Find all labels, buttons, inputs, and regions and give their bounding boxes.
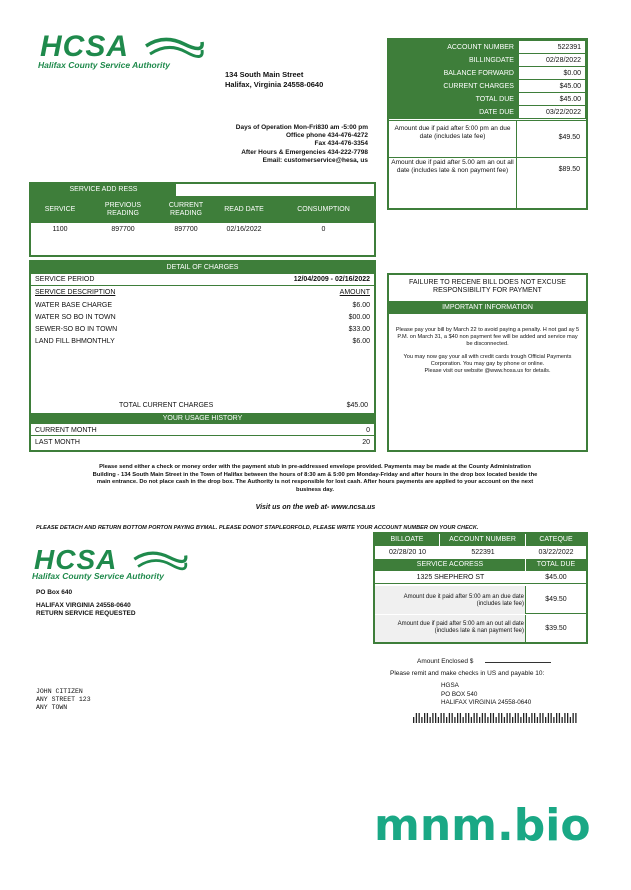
read-date-cell: 02/16/2022 <box>226 226 262 233</box>
logo-subtitle: Halifax County Service Authority <box>38 60 170 70</box>
charge-amount: $00.00 <box>348 314 370 321</box>
account-summary-box <box>387 38 588 210</box>
info-paragraph-3: Please visit our website @www.hosa.us for details. <box>424 368 551 374</box>
barcode-bar <box>512 717 513 723</box>
barcode-bar <box>435 713 436 723</box>
account-row-label: BALANCE FORWARD <box>390 67 519 80</box>
barcode-bar <box>438 717 439 723</box>
barcode-bar <box>545 717 546 723</box>
charge-description: LAND FILL BHMONTHLY <box>35 338 115 345</box>
account-row-value: 02/28/2022 <box>518 54 585 67</box>
barcode-bar <box>424 713 425 723</box>
stub-total-due-label: TOTAL DUE <box>536 561 576 568</box>
charge-item <box>31 302 374 314</box>
service-box <box>29 182 376 257</box>
charge-amount: $6.00 <box>352 302 370 309</box>
account-row <box>390 80 586 93</box>
barcode-bar <box>509 713 510 723</box>
barcode-bar <box>446 717 447 723</box>
service-period-value: 12/04/2009 - 02/16/2022 <box>293 276 370 283</box>
stub-col-account-number: ACCOUNT NUMBER <box>440 534 526 546</box>
barcode-bar <box>520 717 521 723</box>
barcode-bar <box>553 717 554 723</box>
charge-amount: $33.00 <box>348 326 370 333</box>
col-service: SERVICE <box>44 205 76 213</box>
logo-text: HCSA <box>40 30 130 63</box>
barcode-bar <box>482 713 483 723</box>
customer-town: ANY TOWN <box>36 704 68 711</box>
email: Email: customerservice@hesa, us <box>262 156 368 164</box>
account-row-value: $45.00 <box>518 93 585 106</box>
website-notice: Visit us on the web at- www.ncsa.us <box>255 504 376 511</box>
barcode-bar <box>540 713 541 723</box>
barcode-bar <box>534 713 535 723</box>
barcode-bar <box>463 717 464 723</box>
barcode-bar <box>465 713 466 723</box>
logo-wave-icon <box>144 36 204 60</box>
company-address <box>225 70 323 90</box>
charge-items <box>31 302 374 350</box>
charges-title: DETAIL OF CHARGES <box>31 262 374 274</box>
watermark-text: mnm.bio <box>374 800 591 851</box>
account-row-label: DATE DUE <box>390 106 519 119</box>
barcode-bar <box>457 713 458 723</box>
non-payment-fee-row <box>389 158 586 208</box>
last-month-label: LAST MONTH <box>35 438 80 446</box>
barcode-bar <box>570 717 571 723</box>
barcode-bar <box>454 717 455 723</box>
service-cell: 1100 <box>52 226 68 233</box>
payment-notice: Please send either a check or money order with the payment stub in pre-addressed envelope provided. Payments may be made at the County Administration Building - 134 South Main Street in the Town of Halifax between the hours of 8:30 am & 5:00 pm Monday-Friday and after hours in the drop box located beside the main entrance. Do not place cash in the drop box. The Authority is not responsible for lost cash. After hours payments are applied to your account on the next business day. <box>92 464 538 493</box>
barcode-bar <box>468 713 469 723</box>
watermark <box>374 800 591 852</box>
important-info-title: IMPORTANT INFORMATION <box>389 301 586 314</box>
information-box <box>387 273 588 452</box>
account-table <box>389 40 586 119</box>
barcode-bar <box>529 717 530 723</box>
account-row-label: ACCOUNT NUMBER <box>390 41 519 54</box>
barcode-bar <box>501 713 502 723</box>
stub-col-due-date: CATEQUE <box>539 536 573 543</box>
stub-po-box: PO Box 640 <box>36 589 73 596</box>
barcode-bar <box>537 717 538 723</box>
col-consumption: CONSUMPTION <box>297 205 350 213</box>
account-row-value: $45.00 <box>518 80 585 93</box>
info-paragraph-1: Please pay your bill by March 22 to avoid paying a penalty. H not gad ay 5 P.M. on March 31, a $40 non payment fee will be added and service may be disconnected. <box>395 327 580 347</box>
current-month-value: 0 <box>366 426 370 434</box>
detach-notice: PLEASE DETACH AND RETURN BOTTOM PORTON PAYING BYMAL. PLEASE DONOT STAPLEORFOLD, PLEASE WRITE YOUR ACCOUNT NUMBER ON YOUR CHECK. <box>36 525 479 531</box>
fax: Fax 434-476-3354 <box>314 140 368 148</box>
barcode-bar <box>493 713 494 723</box>
barcode-bar <box>443 713 444 723</box>
account-row-value: 03/22/2022 <box>518 106 585 119</box>
stub-logo-wave-icon <box>130 550 190 572</box>
stub-non-payment-label: Amount due if paid after 5:00 am an out all date (includes late & nan payment fee) <box>397 621 524 634</box>
previous-reading-cell: 897700 <box>111 226 135 233</box>
service-description-label: SERVICE DESCRIPTION <box>35 289 116 296</box>
amount-enclosed-field[interactable] <box>485 662 551 663</box>
barcode-bar <box>498 713 499 723</box>
address-line1: 134 South Main Street <box>225 70 304 79</box>
total-current-charges-value: $45.00 <box>346 402 368 409</box>
company-contact <box>236 124 368 165</box>
barcode-bar <box>531 713 532 723</box>
barcode-bar <box>490 713 491 723</box>
service-period-label: SERVICE PERIOD <box>35 276 95 283</box>
amount-enclosed <box>417 658 551 665</box>
charge-item <box>31 314 374 326</box>
stub-late-fee-value: $49.50 <box>545 596 567 603</box>
stub-logo <box>30 546 200 584</box>
barcode-bar <box>562 717 563 723</box>
late-fee-label: Amount due if paid after 5:00 pm an due date (includes late fee) <box>394 125 511 140</box>
stub-service-address: 1325 SHEPHERO ST <box>416 574 485 581</box>
after-hours-phone: After Hours & Emergencies 434-222-7798 <box>241 148 368 156</box>
account-row <box>390 41 586 54</box>
barcode-bar <box>548 713 549 723</box>
col-read-date: READ DATE <box>224 205 264 213</box>
barcode-bar <box>567 713 568 723</box>
barcode-bar <box>556 713 557 723</box>
charge-description: SEWER-SO BO IN TOWN <box>35 326 118 333</box>
barcode-bar <box>474 713 475 723</box>
non-payment-fee-label: Amount due if paid after 5.00 am an out all date (includes late & non payment fee) <box>391 159 514 174</box>
remit-instructions: Please remit and make checks in US and payable 10: <box>390 670 545 677</box>
barcode-bar <box>449 713 450 723</box>
barcode-bar <box>487 717 488 723</box>
stub-account-number: 522391 <box>471 549 495 556</box>
remit-po-box: PO BOX 540 <box>441 690 478 698</box>
late-fee-value: $49.50 <box>558 134 580 141</box>
remit-name: HGSA <box>441 682 459 689</box>
account-row <box>390 93 586 106</box>
postal-barcode <box>413 713 581 723</box>
col-previous-reading: PREVIOUS READING <box>104 201 142 217</box>
barcode-bar <box>523 713 524 723</box>
barcode-bar <box>496 717 497 723</box>
stub-late-fee-label: Amount due it paid after 5:00 am an due date (includes late fee) <box>403 594 524 607</box>
last-month-value: 20 <box>362 438 370 446</box>
barcode-bar <box>551 713 552 723</box>
current-reading-cell: 897700 <box>174 226 198 233</box>
customer-name: JOHN CITIZEN <box>36 688 83 695</box>
amount-label: AMOUNT <box>339 289 370 296</box>
barcode-bar <box>413 717 414 723</box>
stub-logo-subtitle: Halifax County Service Authority <box>32 571 164 581</box>
amount-enclosed-label: Amount Enclosed $ <box>417 658 474 665</box>
non-payment-fee-value: $89.50 <box>558 166 580 173</box>
info-paragraph-2: You may now gay your all with credit cards trough Official Payments Corporation. You may gay by phone or online. <box>403 354 572 367</box>
barcode-bar <box>507 713 508 723</box>
barcode-bar <box>573 713 574 723</box>
barcode-bar <box>559 713 560 723</box>
barcode-bar <box>518 713 519 723</box>
stub-bill-date: 02/28/20 10 <box>389 549 426 556</box>
barcode-bar <box>460 713 461 723</box>
stub-due-date: 03/22/2022 <box>538 549 574 556</box>
barcode-bar <box>526 713 527 723</box>
account-row-value: $0.00 <box>518 67 585 80</box>
charge-amount: $6.00 <box>352 338 370 345</box>
account-row <box>390 54 586 67</box>
failure-notice: FAILURE TO RECENE BILL DOES NOT EXCUSE RESPONSIBILITY FOR PAYMENT <box>409 279 566 294</box>
barcode-bar <box>476 713 477 723</box>
remit-city: HALIFAX VIRGINIA 24558-0640 <box>441 699 532 706</box>
barcode-bar <box>430 717 431 723</box>
usage-history-title: YOUR USAGE HISTORY <box>31 413 374 424</box>
barcode-bar <box>479 717 480 723</box>
charge-item <box>31 338 374 350</box>
remit-address <box>441 682 531 708</box>
account-row-label: BILLINGDATE <box>390 54 519 67</box>
barcode-bar <box>421 717 422 723</box>
customer-address <box>36 688 91 712</box>
account-row-label: TOTAL DUE <box>390 93 519 106</box>
barcode-bar <box>471 717 472 723</box>
charge-description: WATER SO BO IN TOWN <box>35 314 116 321</box>
barcode-bar <box>515 713 516 723</box>
stub-return-service: RETURN SERVICE REQUESTED <box>36 610 136 617</box>
account-row-value: 522391 <box>518 41 585 54</box>
stub-non-payment-value: $39.50 <box>545 625 567 632</box>
charges-box <box>29 260 376 452</box>
stub-logo-text: HCSA <box>34 544 118 575</box>
stub-account-box <box>373 532 588 644</box>
stub-sender-address <box>36 589 136 618</box>
barcode-bar <box>427 713 428 723</box>
account-row <box>390 67 586 80</box>
late-fee-row <box>389 120 586 158</box>
barcode-bar <box>452 713 453 723</box>
col-current-reading: CURRENT READING <box>168 201 204 217</box>
barcode-bar <box>416 713 417 723</box>
barcode-bar <box>575 713 576 723</box>
address-line2: Halifax, Virginia 24558-0640 <box>225 80 324 89</box>
barcode-bar <box>542 713 543 723</box>
barcode-bar <box>485 713 486 723</box>
barcode-bar <box>564 713 565 723</box>
stub-total-due: $45.00 <box>545 574 567 581</box>
barcode-bar <box>432 713 433 723</box>
barcode-bar <box>504 717 505 723</box>
stub-col-bill-date: BILLOATE <box>375 534 440 546</box>
account-row <box>390 106 586 119</box>
stub-city: HALIFAX VIRGINIA 24558-0640 <box>36 602 131 609</box>
barcode-bar <box>419 713 420 723</box>
office-phone: Office phone 434-476-4272 <box>285 132 368 140</box>
account-row-label: CURRENT CHARGES <box>390 80 519 93</box>
stub-service-address-label: SERVICE ACORESS <box>375 559 526 571</box>
customer-street: ANY STREET 123 <box>36 696 91 703</box>
consumption-cell: 0 <box>321 226 326 233</box>
current-month-label: CURRENT MONTH <box>35 426 97 434</box>
company-logo <box>36 32 206 72</box>
barcode-bar <box>441 713 442 723</box>
charge-item <box>31 326 374 338</box>
service-address-label: SERVICE ADD RESS <box>31 184 176 196</box>
total-current-charges-label: TOTAL CURRENT CHARGES <box>119 402 214 409</box>
operation-days: Days of Operation Mon-Fri830 am -5:00 pm <box>235 124 368 131</box>
charge-description: WATER BASE CHARGE <box>35 302 113 309</box>
